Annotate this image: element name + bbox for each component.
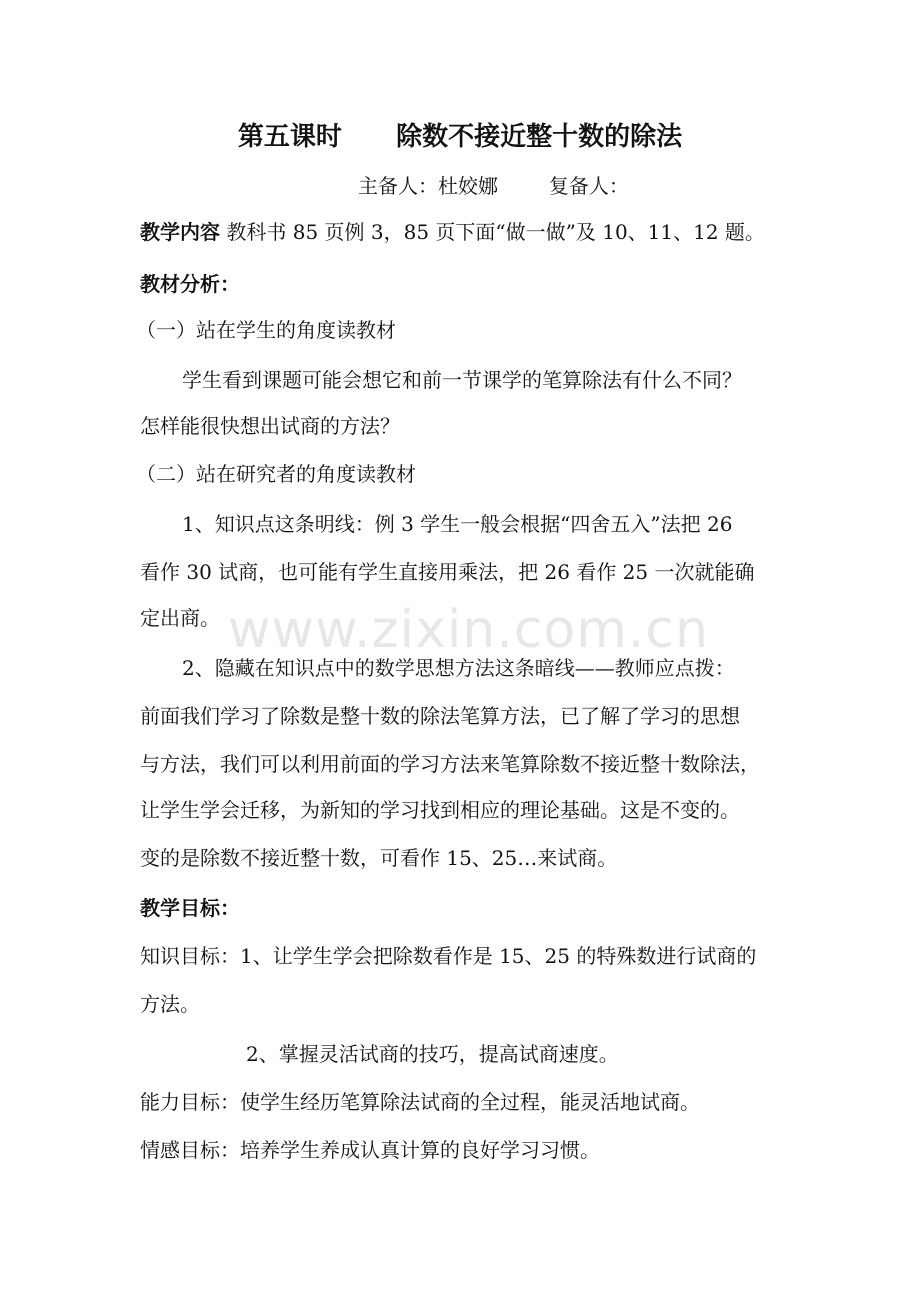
teaching-content-text: 教科书 85 页例 3，85 页下面“做一做”及 10、11、12 题。 bbox=[220, 220, 765, 244]
watermark-text: www.zixin.com.cn bbox=[228, 600, 709, 660]
section2-heading: （二）站在研究者的角度读教材 bbox=[136, 462, 416, 486]
point1-line2: 看作 30 试商，也可能有学生直接用乘法，把 26 看作 25 一次就能确 bbox=[140, 560, 755, 584]
point2-line5: 变的是除数不接近整十数，可看作 15、25…来试商。 bbox=[140, 846, 618, 870]
knowledge-goal-line1: 知识目标：1、让学生学会把除数看作是 15、25 的特殊数进行试商的 bbox=[140, 944, 757, 968]
ability-goal: 能力目标：使学生经历笔算除法试商的全过程，能灵活地试商。 bbox=[140, 1090, 700, 1114]
goals-heading: 教学目标： bbox=[140, 896, 240, 920]
point2-line1: 2、隐藏在知识点中的数学思想方法这条暗线——教师应点拨： bbox=[182, 656, 735, 680]
emotion-goal: 情感目标：培养学生养成认真计算的良好学习习惯。 bbox=[140, 1138, 600, 1162]
analysis-heading: 教材分析： bbox=[140, 272, 240, 296]
teaching-content-line bbox=[140, 218, 765, 246]
author-line: 主备人：杜姣娜 复备人： bbox=[358, 174, 629, 198]
point1-line3: 定出商。 bbox=[140, 606, 220, 630]
knowledge-goal-line2: 方法。 bbox=[140, 992, 200, 1016]
point1-line1: 1、知识点这条明线：例 3 学生一般会根据“四舍五入”法把 26 bbox=[182, 512, 733, 536]
knowledge-goal-line3: 2、掌握灵活试商的技巧，提高试商速度。 bbox=[246, 1042, 619, 1066]
page-title: 第五课时 除数不接近整十数的除法 bbox=[237, 122, 683, 152]
point2-line3: 与方法，我们可以利用前面的学习方法来笔算除数不接近整十数除法， bbox=[140, 752, 760, 776]
section1-para-line1: 学生看到课题可能会想它和前一节课学的笔算除法有什么不同？ bbox=[182, 368, 742, 392]
section1-heading: （一）站在学生的角度读教材 bbox=[136, 318, 396, 342]
point2-line4: 让学生学会迁移，为新知的学习找到相应的理论基础。这是不变的。 bbox=[140, 798, 740, 822]
section1-para-line2: 怎样能很快想出试商的方法？ bbox=[140, 414, 400, 438]
teaching-content-label: 教学内容 bbox=[140, 220, 220, 244]
point2-line2: 前面我们学习了除数是整十数的除法笔算方法，已了解了学习的思想 bbox=[140, 704, 740, 728]
